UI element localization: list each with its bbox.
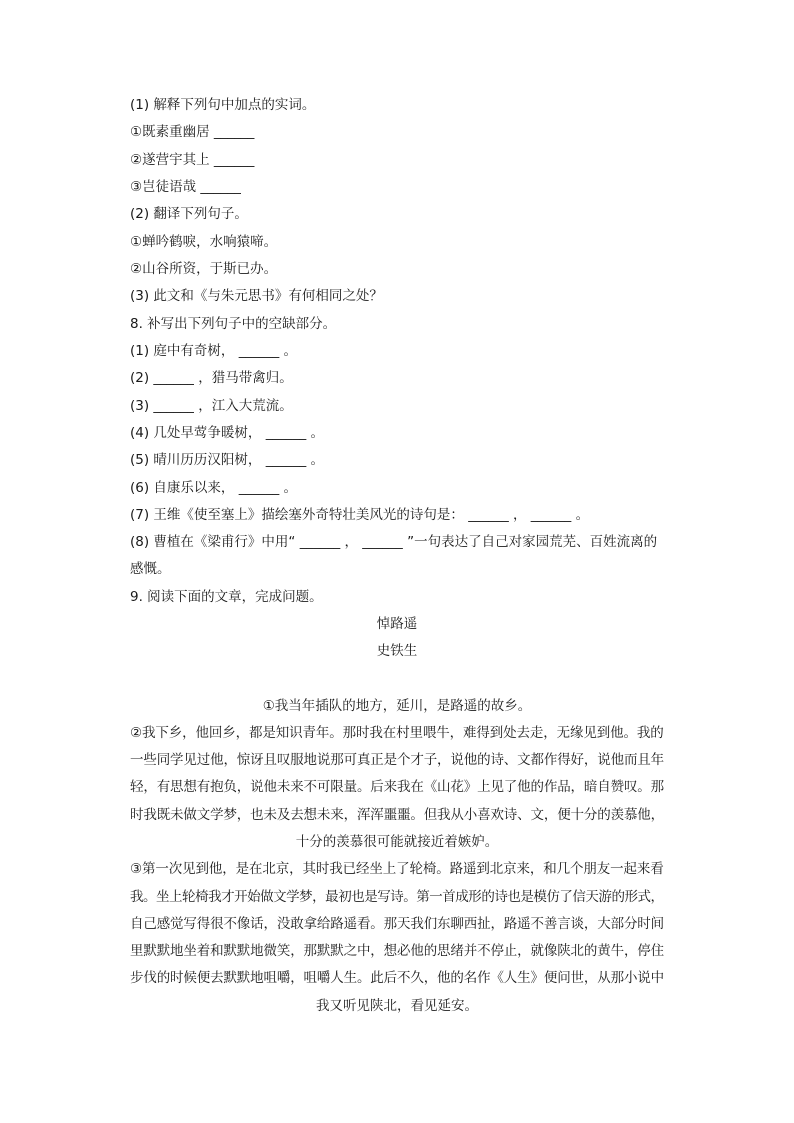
q7-sub1-item-2: ②遂营宇其上 ______ — [130, 152, 255, 168]
q8-item-3: (3) ______ ，江入大荒流。 — [130, 398, 293, 414]
q8-item-7: (7) 王维《使至塞上》描绘塞外奇特壮美风光的诗句是： ______ ， ______ 。 — [130, 507, 590, 523]
q7-sub3-title: (3) 此文和《与朱元思书》有何相同之处？ — [130, 288, 383, 304]
q7-sub1-item-3: ③岂徒语哉 ______ — [130, 179, 241, 195]
q8-item-6: (6) 自康乐以来， ______ 。 — [130, 480, 297, 496]
article-paragraph-3-line-5: 步伐的时候便去默默地咀嚼，咀嚼人生。此后不久，他的名作《人生》便问世，从那小说中 — [130, 970, 664, 986]
q8-item-8-cont: 感慨。 — [130, 561, 171, 577]
article-paragraph-3-line-3: 自己感觉写得很不像话，没敢拿给路遥看。那天我们东聊西扯，路遥不善言谈，大部分时间 — [130, 916, 664, 932]
q8-item-2: (2) ______ ，猎马带禽归。 — [130, 370, 293, 386]
article-title: 悼路遥 — [376, 616, 418, 632]
q7-sub2-title: (2) 翻译下列句子。 — [130, 206, 248, 222]
q7-sub2-item-1: ①蝉吟鹤唳，水响猿啼。 — [130, 234, 278, 250]
article-author: 史铁生 — [376, 643, 418, 659]
q8-item-8: (8) 曹植在《梁甫行》中用“ ______ ， ______ ”一句表达了自己对家园荒芜、百姓流离的 — [130, 534, 658, 550]
q7-sub1-title: (1) 解释下列句中加点的实词。 — [130, 97, 316, 113]
article-paragraph-2-line-1: ②我下乡，他回乡，都是知识青年。那时我在村里喂牛，难得到处去走，无缘见到他。我的 — [130, 725, 664, 741]
article-paragraph-3-line-4: 里默默地坐着和默默地微笑，那默默之中，想必他的思绪并不停止，就像陕北的黄牛，停住 — [130, 943, 664, 959]
article-paragraph-2-line-2: 一些同学见过他，惊讶且叹服地说那可真正是个才子，说他的诗、文都作得好，说他而且年 — [130, 752, 664, 768]
article-paragraph-3-line-1: ③第一次见到他，是在北京，其时我已经坐上了轮椅。路遥到北京来，和几个朋友一起来看 — [130, 861, 664, 877]
article-paragraph-3-line-6: 我又听见陕北，看见延安。 — [316, 998, 478, 1014]
q8-item-1: (1) 庭中有奇树， ______ 。 — [130, 343, 297, 359]
article-paragraph-2-line-5: 十分的羡慕很可能就接近着嫉妒。 — [295, 834, 499, 850]
q7-sub1-item-1: ①既素重幽居 ______ — [130, 124, 255, 140]
q9-title: 9. 阅读下面的文章，完成问题。 — [130, 589, 323, 605]
q8-item-5: (5) 晴川历历汉阳树， ______ 。 — [130, 452, 324, 468]
article-paragraph-1: ①我当年插队的地方，延川，是路遥的故乡。 — [262, 698, 532, 714]
article-paragraph-3-line-2: 我。坐上轮椅我才开始做文学梦，最初也是写诗。第一首成形的诗也是模仿了信天游的形式， — [130, 889, 664, 905]
q7-sub2-item-2: ②山谷所资，于斯已办。 — [130, 261, 278, 277]
q8-item-4: (4) 几处早莺争暖树， ______ 。 — [130, 425, 324, 441]
article-paragraph-2-line-4: 时我既未做文学梦，也未及去想未来，浑浑噩噩。但我从小喜欢诗、文，便十分的羡慕他， — [130, 807, 664, 823]
q8-title: 8. 补写出下列句子中的空缺部分。 — [130, 316, 337, 332]
article-paragraph-2-line-3: 轻，有思想有抱负，说他未来不可限量。后来我在《山花》上见了他的作品，暗自赞叹。那 — [130, 779, 664, 795]
